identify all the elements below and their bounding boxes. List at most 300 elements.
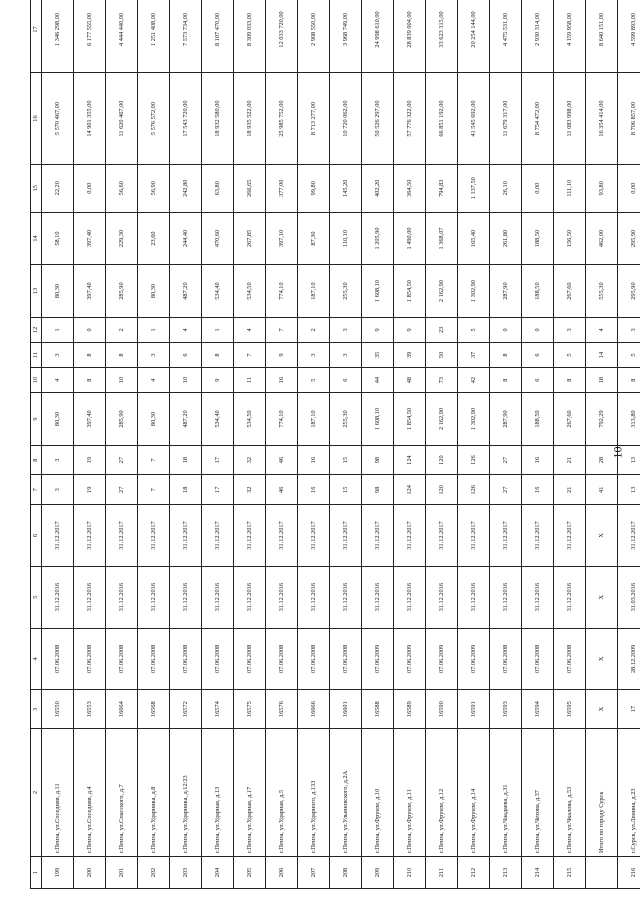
table-cell: 1 854,50 — [394, 393, 426, 446]
table-cell: 18 — [170, 445, 202, 475]
table-cell: 8 — [554, 368, 586, 393]
table-cell: 27 — [106, 475, 138, 505]
table-cell: 31.12.2016 — [522, 566, 554, 628]
table-cell: 7 — [234, 342, 266, 367]
table-cell: 555,30 — [586, 265, 618, 318]
table-cell: 11 679 317,00 — [490, 73, 522, 164]
table-cell: 56,90 — [138, 164, 170, 212]
table-cell: 31.12.2016 — [106, 566, 138, 628]
table-cell: 792,29 — [586, 393, 618, 446]
table-cell: 07.06.2008 — [202, 628, 234, 690]
address-cell: г.Пенза, ул.Чехова, д.37 — [522, 729, 554, 857]
table-cell: 31.03.2016 — [618, 566, 640, 628]
table-cell: 1 368,07 — [426, 212, 458, 265]
table-cell: 27 — [490, 475, 522, 505]
table-cell: 8 713 277,00 — [298, 73, 330, 164]
table-cell: 202 — [138, 857, 170, 889]
table-cell: 1 — [138, 317, 170, 342]
table-cell: 46 — [266, 475, 298, 505]
table-cell: 5 — [298, 368, 330, 393]
table-cell: 285,90 — [106, 393, 138, 446]
table-cell: 397,40 — [74, 265, 106, 318]
table-cell: 4 — [138, 368, 170, 393]
table-cell: 165,40 — [458, 212, 490, 265]
table-cell: 28 — [586, 445, 618, 475]
table-cell: 32 — [234, 445, 266, 475]
table-cell: 3 — [330, 342, 362, 367]
table-cell: X — [586, 628, 618, 690]
table-row — [106, 0, 138, 889]
table-cell: 7 — [138, 445, 170, 475]
column-number-7: 7 — [31, 475, 42, 505]
table-cell: 3 — [298, 342, 330, 367]
table-cell: 13 — [618, 445, 640, 475]
table-cell: 16664 — [106, 690, 138, 729]
table-cell: 80,30 — [42, 265, 74, 318]
column-number-3: 3 — [31, 690, 42, 729]
table-cell: 1 205,90 — [362, 212, 394, 265]
column-number-14: 14 — [31, 212, 42, 265]
table-cell: 27 — [490, 445, 522, 475]
table-cell: 124 — [394, 445, 426, 475]
table-row — [330, 0, 362, 889]
table-cell: 187,10 — [298, 265, 330, 318]
table-cell: 16 — [266, 368, 298, 393]
table-cell: 16601 — [330, 690, 362, 729]
table-cell: 16572 — [170, 690, 202, 729]
table-cell: 8 107 470,00 — [202, 0, 234, 73]
column-number-header-row — [31, 0, 42, 889]
table-cell: 9 — [266, 342, 298, 367]
table-cell: 41 545 692,00 — [458, 73, 490, 164]
table-cell: 16575 — [234, 690, 266, 729]
table-cell — [586, 857, 618, 889]
table-cell: 27 — [106, 445, 138, 475]
table-cell: 16 354 414,00 — [586, 73, 618, 164]
table-cell: 07.06.2008 — [234, 628, 266, 690]
table-row — [42, 0, 74, 889]
table-cell: 6 — [330, 368, 362, 393]
table-row — [138, 0, 170, 889]
table-cell: 5 — [618, 342, 640, 367]
table-cell: 31.12.2017 — [554, 505, 586, 567]
table-cell: 07.06.2008 — [74, 628, 106, 690]
table-cell: 534,50 — [234, 393, 266, 446]
table-cell: 31.12.2017 — [138, 505, 170, 567]
table-cell: 5 — [554, 342, 586, 367]
table-cell: 267,60 — [554, 265, 586, 318]
column-number-16: 16 — [31, 73, 42, 164]
table-cell: 31.12.2016 — [426, 566, 458, 628]
table-cell: 267,85 — [234, 212, 266, 265]
table-cell: 31.12.2017 — [266, 505, 298, 567]
table-cell: 20 254 144,00 — [458, 0, 490, 73]
column-number-6: 6 — [31, 505, 42, 567]
table-cell: 1 302,90 — [458, 265, 490, 318]
table-cell: 206 — [266, 857, 298, 889]
table-cell: 16588 — [362, 690, 394, 729]
table-cell: 31.12.2017 — [522, 505, 554, 567]
table-cell: 37 — [458, 342, 490, 367]
table-cell: 1 251 408,00 — [138, 0, 170, 73]
column-number-5: 5 — [31, 566, 42, 628]
table-cell: 16576 — [266, 690, 298, 729]
table-cell: 111,10 — [554, 164, 586, 212]
table-cell: 63,80 — [202, 164, 234, 212]
table-cell: 4 — [42, 368, 74, 393]
column-number-11: 11 — [31, 342, 42, 367]
address-cell: г.Пенза, ул.Ударная, д.13 — [202, 729, 234, 857]
table-cell: 24 998 610,00 — [362, 0, 394, 73]
table-cell: 285,90 — [106, 265, 138, 318]
table-cell: 16 — [522, 445, 554, 475]
table-cell: 07.06.2008 — [42, 628, 74, 690]
table-cell: 364,50 — [394, 164, 426, 212]
table-cell: 39 — [394, 342, 426, 367]
table-cell: 3 — [42, 445, 74, 475]
table-cell: 188,50 — [522, 265, 554, 318]
table-cell: 470,60 — [202, 212, 234, 265]
table-cell: 4 — [586, 317, 618, 342]
rotated-table-page — [30, 0, 640, 889]
table-cell: 07.06.2008 — [138, 628, 170, 690]
table-cell: 1 137,50 — [458, 164, 490, 212]
table-cell: 31.12.2017 — [426, 505, 458, 567]
table-cell: 1 — [42, 317, 74, 342]
table-row — [394, 0, 426, 889]
table-cell: 3 — [42, 342, 74, 367]
table-cell: 534,40 — [202, 265, 234, 318]
table-cell: 80,30 — [138, 393, 170, 446]
table-cell: 07.06.2008 — [554, 628, 586, 690]
table-row — [170, 0, 202, 889]
table-cell: 31.12.2016 — [42, 566, 74, 628]
table-cell: 397,40 — [74, 212, 106, 265]
column-number-8: 8 — [31, 445, 42, 475]
table-cell: 534,50 — [234, 265, 266, 318]
table-cell: 18 932 580,00 — [202, 73, 234, 164]
table-cell: 5 576 572,00 — [138, 73, 170, 164]
table-row — [234, 0, 266, 889]
table-cell: 4 — [170, 317, 202, 342]
table-cell: 124 — [394, 475, 426, 505]
table-cell: 203 — [170, 857, 202, 889]
table-cell: 2 — [298, 317, 330, 342]
column-number-10: 10 — [31, 368, 42, 393]
table-cell: 31.12.2016 — [138, 566, 170, 628]
table-cell: 462,00 — [586, 212, 618, 265]
table-cell: 16591 — [458, 690, 490, 729]
table-cell: 5 — [458, 317, 490, 342]
table-cell: 207 — [298, 857, 330, 889]
address-cell: г.Пенза, ул.Ульяновского, д.2А — [330, 729, 362, 857]
table-cell: 46 — [266, 445, 298, 475]
table-cell: 3 — [618, 317, 640, 342]
table-cell: 16 — [522, 475, 554, 505]
table-cell: 11 620 467,00 — [106, 73, 138, 164]
address-cell: г.Пенза, ул.Соседняя, д.4 — [74, 729, 106, 857]
table-cell: 1 302,90 — [458, 393, 490, 446]
table-cell: 87,30 — [298, 212, 330, 265]
table-cell: 7 573 734,00 — [170, 0, 202, 73]
table-cell: 8 — [618, 368, 640, 393]
table-cell: 14 — [586, 342, 618, 367]
table-cell: 10 — [170, 368, 202, 393]
table-cell: 8 706 857,00 — [618, 73, 640, 164]
table-cell: 80,30 — [138, 265, 170, 318]
table-cell: 209 — [362, 857, 394, 889]
address-cell: г.Пенза, ул.Ударная, д.5 — [266, 729, 298, 857]
table-cell: 18 935 522,00 — [234, 73, 266, 164]
table-cell: 07.06.2009 — [458, 628, 490, 690]
table-cell: X — [586, 566, 618, 628]
table-cell: 31.12.2016 — [458, 566, 490, 628]
table-cell: 4 444 440,00 — [106, 0, 138, 73]
table-cell: 31.12.2017 — [298, 505, 330, 567]
table-cell: 07.06.2008 — [106, 628, 138, 690]
table-cell: 99,80 — [298, 164, 330, 212]
table-cell: 0 — [490, 317, 522, 342]
table-cell: 17 — [202, 475, 234, 505]
table-cell: 16568 — [138, 690, 170, 729]
table-cell: 98 — [362, 445, 394, 475]
table-cell: 16590 — [426, 690, 458, 729]
table-cell: 31.12.2016 — [330, 566, 362, 628]
address-cell: Итого по городу Сурск — [586, 729, 618, 857]
table-cell: 8 — [490, 342, 522, 367]
column-number-17: 17 — [31, 0, 42, 73]
housing-table — [30, 0, 640, 889]
column-number-15: 15 — [31, 164, 42, 212]
table-cell: 6 — [522, 368, 554, 393]
page-number: 10 — [610, 446, 625, 459]
address-cell: г.Пенза, ул.Фрунзе, д.14 — [458, 729, 490, 857]
table-cell: 6 177 555,00 — [74, 0, 106, 73]
table-cell: 188,50 — [522, 393, 554, 446]
table-cell: 210 — [394, 857, 426, 889]
table-cell: X — [586, 505, 618, 567]
table-cell: 07.06.2008 — [330, 628, 362, 690]
table-cell: 25 985 752,00 — [266, 73, 298, 164]
table-cell: 201 — [106, 857, 138, 889]
table-cell: 110,10 — [330, 212, 362, 265]
table-cell: 31.12.2017 — [362, 505, 394, 567]
column-number-9: 9 — [31, 393, 42, 446]
table-cell: 3 — [42, 475, 74, 505]
table-cell: 16574 — [202, 690, 234, 729]
table-cell: 57 776 322,00 — [394, 73, 426, 164]
table-cell: 26,10 — [490, 164, 522, 212]
table-cell: 794,83 — [426, 164, 458, 212]
table-cell: 3 968 749,00 — [330, 0, 362, 73]
table-cell: 8 — [74, 342, 106, 367]
table-cell: 774,10 — [266, 393, 298, 446]
table-cell: 6 — [522, 342, 554, 367]
column-number-1: 1 — [31, 857, 42, 889]
table-cell: 10 — [106, 368, 138, 393]
table-cell: 4 599 893,00 — [618, 0, 640, 73]
address-cell: г.Пенза, ул.Ударника, д.8 — [138, 729, 170, 857]
table-cell: 187,10 — [298, 393, 330, 446]
table-cell: 16550 — [42, 690, 74, 729]
table-cell: 31.12.2017 — [42, 505, 74, 567]
table-cell: 50 — [426, 342, 458, 367]
table-cell: 377,00 — [266, 164, 298, 212]
table-row — [426, 0, 458, 889]
table-cell: 17 543 720,00 — [170, 73, 202, 164]
table-cell: 1 — [202, 317, 234, 342]
table-cell: 07.06.2009 — [426, 628, 458, 690]
table-cell: 126 — [458, 445, 490, 475]
table-cell: 199 — [42, 857, 74, 889]
table-cell: 267,60 — [554, 393, 586, 446]
table-cell: 50 526 297,00 — [362, 73, 394, 164]
table-cell: 8 — [490, 368, 522, 393]
table-cell: 9 — [362, 317, 394, 342]
table-cell: 07.06.2008 — [298, 628, 330, 690]
table-cell: 487,20 — [170, 265, 202, 318]
table-cell: 4 — [234, 317, 266, 342]
table-cell: 200 — [74, 857, 106, 889]
table-cell: 23,60 — [138, 212, 170, 265]
table-cell: 18 — [170, 475, 202, 505]
table-row — [74, 0, 106, 889]
table-cell: 07.06.2008 — [490, 628, 522, 690]
table-cell: 44 — [362, 368, 394, 393]
table-cell: 31.12.2017 — [170, 505, 202, 567]
address-cell: г.Пенза, ул.Спасского, д.7 — [106, 729, 138, 857]
address-cell: г.Пенза, ул.Ударного, д.133 — [298, 729, 330, 857]
table-cell: 120 — [426, 445, 458, 475]
table-cell: 2 908 550,00 — [298, 0, 330, 73]
table-cell: 242,80 — [170, 164, 202, 212]
table-cell: 33 623 315,00 — [426, 0, 458, 73]
table-cell: 774,10 — [266, 265, 298, 318]
table-cell: 212 — [458, 857, 490, 889]
table-cell: 213 — [490, 857, 522, 889]
table-cell: 255,30 — [330, 393, 362, 446]
table-cell: 16594 — [522, 690, 554, 729]
address-cell: г.Пенза, ул.Чкалова, д.53 — [554, 729, 586, 857]
table-cell: 4 159 958,00 — [554, 0, 586, 73]
table-cell: 31.12.2016 — [554, 566, 586, 628]
table-cell: 9 — [202, 368, 234, 393]
table-cell: 07.06.2008 — [266, 628, 298, 690]
table-cell: 22,20 — [42, 164, 74, 212]
address-cell: г.Сурск, ул.Ленина, д.23 — [618, 729, 640, 857]
address-cell: г.Пенза, ул.Фрунзе, д.10 — [362, 729, 394, 857]
table-cell: 0 — [522, 317, 554, 342]
table-cell: 16589 — [394, 690, 426, 729]
table-cell: X — [586, 690, 618, 729]
table-cell: 07.06.2008 — [170, 628, 202, 690]
address-cell: г.Пенза, ул.Фрунзе, д.12 — [426, 729, 458, 857]
table-cell: 120 — [426, 475, 458, 505]
table-cell: 13 — [618, 475, 640, 505]
table-cell: 23 — [426, 317, 458, 342]
table-cell: 10 720 062,00 — [330, 73, 362, 164]
table-cell: 145,20 — [330, 164, 362, 212]
table-cell: 80,30 — [42, 393, 74, 446]
address-cell: г.Пенза, ул.Фрунзе, д.11 — [394, 729, 426, 857]
table-cell: 28.12.2009 — [618, 628, 640, 690]
table-cell: 21 — [554, 445, 586, 475]
subtotal-row — [586, 0, 618, 889]
table-cell: 8 — [202, 342, 234, 367]
table-cell: 17 — [618, 690, 640, 729]
address-cell: г.Пенза, ул.Соседняя, д.11 — [42, 729, 74, 857]
table-cell: 18 — [586, 368, 618, 393]
table-cell: 4 475 531,00 — [490, 0, 522, 73]
table-cell: 0,00 — [74, 164, 106, 212]
table-cell: 32 — [234, 475, 266, 505]
table-cell: 31.12.2017 — [74, 505, 106, 567]
table-cell: 31.12.2016 — [362, 566, 394, 628]
table-cell: 14 901 355,00 — [74, 73, 106, 164]
table-cell: 07.06.2009 — [394, 628, 426, 690]
table-cell: 0,00 — [618, 164, 640, 212]
table-cell: 1 608,10 — [362, 265, 394, 318]
table-cell: 2 — [106, 317, 138, 342]
table-cell: 487,20 — [170, 393, 202, 446]
table-cell: 31.12.2017 — [202, 505, 234, 567]
table-cell: 2 162,90 — [426, 393, 458, 446]
table-cell: 31.12.2017 — [490, 505, 522, 567]
table-cell: 93,80 — [586, 164, 618, 212]
table-row — [202, 0, 234, 889]
table-cell: 16 — [298, 475, 330, 505]
table-cell: 66 851 192,00 — [426, 73, 458, 164]
table-cell: 1 346 298,00 — [42, 0, 74, 73]
table-cell: 3 — [138, 342, 170, 367]
table-cell: 48 — [394, 368, 426, 393]
table-cell: 11 — [234, 368, 266, 393]
table-cell: 15 — [330, 475, 362, 505]
table-cell: 244,40 — [170, 212, 202, 265]
table-cell: 2 162,90 — [426, 265, 458, 318]
table-cell: 397,40 — [74, 393, 106, 446]
table-cell: 214 — [522, 857, 554, 889]
table-row — [522, 0, 554, 889]
table-cell: 266,65 — [234, 164, 266, 212]
table-cell: 313,80 — [618, 393, 640, 446]
table-cell: 9 — [394, 317, 426, 342]
table-cell: 261,80 — [490, 212, 522, 265]
table-row — [490, 0, 522, 889]
table-cell: 1 854,50 — [394, 265, 426, 318]
table-cell: 0,00 — [522, 164, 554, 212]
table-cell: 42 — [458, 368, 490, 393]
column-number-13: 13 — [31, 265, 42, 318]
table-cell: 31.12.2016 — [298, 566, 330, 628]
table-cell: 3 — [330, 317, 362, 342]
table-cell: 205 — [234, 857, 266, 889]
address-cell: г.Пенза, ул.Чаадаева, д.31 — [490, 729, 522, 857]
table-cell: 12 033 720,00 — [266, 0, 298, 73]
table-cell: 0 — [74, 317, 106, 342]
table-cell: 31.12.2017 — [106, 505, 138, 567]
table-cell: 1 490,00 — [394, 212, 426, 265]
table-cell: 07.06.2009 — [362, 628, 394, 690]
column-number-2: 2 — [31, 729, 42, 857]
table-cell: 73 — [426, 368, 458, 393]
table-cell: 211 — [426, 857, 458, 889]
table-cell: 2 930 314,00 — [522, 0, 554, 73]
table-cell: 534,40 — [202, 393, 234, 446]
table-cell: 397,10 — [266, 212, 298, 265]
table-cell: 31.12.2016 — [490, 566, 522, 628]
table-cell: 8 — [106, 342, 138, 367]
